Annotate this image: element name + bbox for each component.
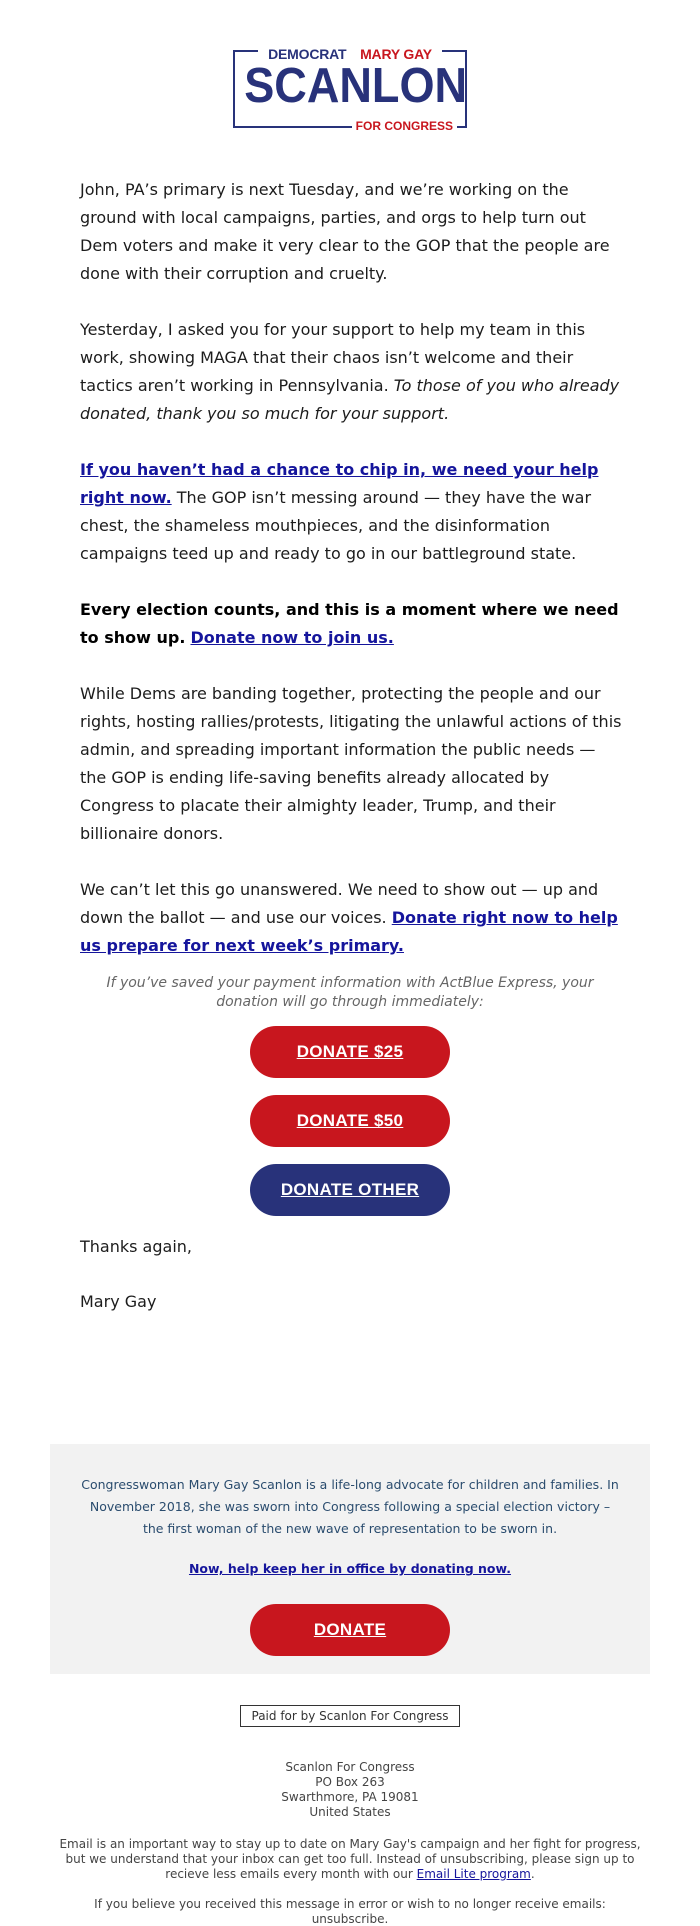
signoff-name: Mary Gay	[80, 1292, 157, 1311]
email-lite-notice: Email is an important way to stay up to date on Mary Gay's campaign and her fight for progress, but we understand that your inbox can get too full. Instead of unsubscribing, please sign up to recieve less emails every month with our Email Lite program.	[59, 1837, 641, 1881]
logo-for-congress: FOR CONGRESS	[352, 119, 457, 133]
paragraph-6	[80, 876, 625, 960]
logo-democrat: DEMOCRAT	[263, 46, 351, 62]
paragraph-4-bold: Every election counts, and this is a moment where we need to show up.	[80, 600, 619, 647]
logo-mary-gay: MARY GAY	[355, 46, 437, 62]
actblue-express-note: If you’ve saved your payment information with ActBlue Express, your donation will go through immediately:	[106, 975, 594, 1010]
unsubscribe-notice	[55, 1897, 645, 1926]
keep-in-office-link[interactable]: Now, help keep her in office by donating now.	[188, 1561, 512, 1576]
signoff-thanks: Thanks again,	[80, 1237, 192, 1256]
paragraph-1: John, PA’s primary is next Tuesday, and we’re working on the ground with local campaigns, parties, and orgs to help turn out Dem voters and make it very clear to the GOP that the people are done with their corruption and cruelty.	[80, 180, 610, 283]
address-city: Swarthmore, PA 19081	[281, 1790, 419, 1804]
paragraph-6-text: We can’t let this go unanswered. We need to show out — up and down the ballot — and use our voices.	[80, 880, 599, 927]
paragraph-4	[80, 596, 625, 652]
unsubscribe-text: If you believe you received this message in error or wish to no longer receive emails:	[94, 1897, 606, 1911]
donate-other-button[interactable]: DONATE OTHER	[250, 1164, 450, 1216]
paid-for-disclaimer: Paid for by Scanlon For Congress	[240, 1705, 460, 1727]
donate-50-button[interactable]: DONATE $50	[250, 1095, 450, 1147]
email-lite-link[interactable]: Email Lite program	[416, 1867, 531, 1881]
donate-button[interactable]: DONATE	[250, 1604, 450, 1656]
email-lite-text: Email is an important way to stay up to date on Mary Gay's campaign and her fight for progress, but we understand that your inbox can get too full. Instead of unsubscribing, please sign up to recieve less emails every month with our	[59, 1837, 641, 1881]
paragraph-2	[80, 316, 625, 428]
donate-25-button[interactable]: DONATE $25	[250, 1026, 450, 1078]
paragraph-3-text: The GOP isn’t messing around — they have the war chest, the shameless mouthpieces, and the disinformation campaigns teed up and ready to go in our battleground state.	[80, 488, 592, 563]
logo-scanlon: SCANLON	[244, 59, 468, 113]
donate-join-link[interactable]: Donate now to join us.	[190, 628, 394, 647]
chip-in-link[interactable]: If you haven’t had a chance to chip in, we need your help right now.	[80, 460, 599, 507]
paragraph-2-text: Yesterday, I asked you for your support to help my team in this work, showing MAGA that their chaos isn’t welcome and their tactics aren’t working in Pennsylvania.	[80, 320, 586, 395]
paragraph-2-italic: To those of you who already donated, thank you so much for your support.	[80, 376, 620, 423]
address-po: PO Box 263	[315, 1775, 385, 1789]
bio-box	[50, 1444, 650, 1674]
unsubscribe-link[interactable]: unsubscribe.	[311, 1912, 389, 1926]
address-org: Scanlon For Congress	[285, 1760, 415, 1774]
address-country: United States	[309, 1805, 391, 1819]
mailing-address	[0, 1760, 700, 1820]
bio-text: Congresswoman Mary Gay Scanlon is a life-long advocate for children and families. In November 2018, she was sworn into Congress following a special election victory – the first woman of the new wave of representation to be sworn in.	[81, 1477, 619, 1536]
paragraph-3	[80, 456, 625, 568]
campaign-logo	[233, 46, 468, 133]
donate-primary-link[interactable]: Donate right now to help us prepare for next week’s primary.	[80, 908, 618, 955]
paragraph-5: While Dems are banding together, protecting the people and our rights, hosting rallies/protests, litigating the unlawful actions of this admin, and spreading important information the public needs — the GOP is ending life-saving benefits already allocated by Congress to placate their almighty leader, Trump, and their billionaire donors.	[80, 684, 622, 843]
